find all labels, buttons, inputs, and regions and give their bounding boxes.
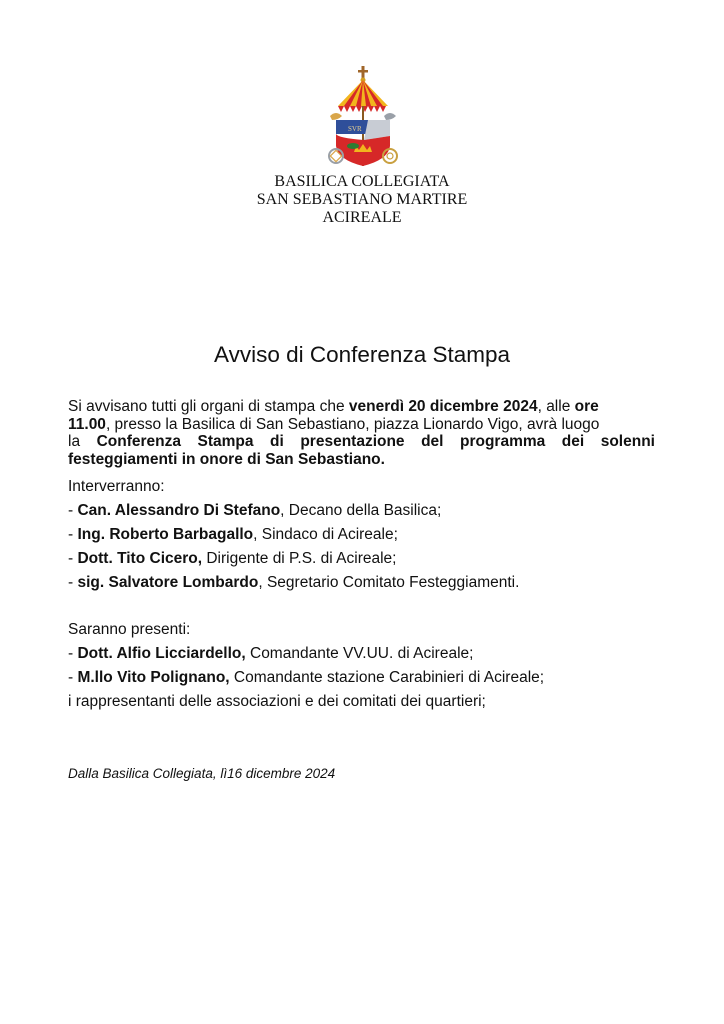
attendee-item: - Dott. Alfio Licciardello, Comandante VV.UU. di Acireale; [68, 645, 474, 662]
intro-paragraph [68, 398, 655, 468]
letterhead-line-city: ACIREALE [322, 209, 402, 226]
event-name-word: solenni [600, 433, 655, 450]
speakers-section [68, 475, 655, 595]
speaker-item: - Dott. Tito Cicero, Dirigente di P.S. di Acireale; [68, 550, 397, 567]
event-name-word: di [270, 433, 284, 450]
attendee-role: Comandante stazione Carabinieri di Acireale; [229, 669, 545, 686]
basilica-crest-icon [328, 66, 398, 170]
attendee-role: Comandante VV.UU. di Acireale; [245, 645, 474, 662]
letterhead-line-institution: BASILICA COLLEGIATA [274, 173, 450, 190]
intro-text: la [68, 433, 81, 450]
event-name-word: Conferenza [96, 433, 181, 450]
document-title: Avviso di Conferenza Stampa [214, 342, 510, 367]
attendee-name: M.llo Vito Polignano, [77, 669, 230, 686]
event-name-word: dei [561, 433, 585, 450]
intro-line-3 [68, 433, 655, 451]
speaker-role: , Segretario Comitato Festeggiamenti. [258, 574, 520, 591]
event-time: 11.00 [68, 415, 106, 433]
event-date: venerdì 20 dicembre 2024 [348, 398, 538, 415]
speakers-heading: Interverranno: [68, 478, 165, 495]
speaker-role: Dirigente di P.S. di Acireale; [202, 550, 397, 567]
attendee-item: - M.llo Vito Polignano, Comandante stazione Carabinieri di Acireale; [68, 669, 545, 686]
intro-text: Si avvisano tutti gli organi di stampa che [68, 398, 349, 415]
speaker-name: Ing. Roberto Barbagallo [77, 526, 254, 543]
event-location: , presso la Basilica di San Sebastiano, piazza Lionardo Vigo, avrà luogo [105, 415, 600, 433]
signoff-date-line: Dalla Basilica Collegiata, lì16 dicembre 2024 [68, 766, 336, 781]
letterhead-line-dedication: SAN SEBASTIANO MARTIRE [256, 191, 468, 208]
speaker-item: - Can. Alessandro Di Stefano, Decano della Basilica; [68, 502, 442, 519]
intro-line-1 [68, 398, 655, 416]
speaker-item: - Ing. Roberto Barbagallo, Sindaco di Acireale; [68, 526, 398, 543]
speaker-name: Can. Alessandro Di Stefano [77, 502, 281, 519]
attendees-section [68, 618, 655, 714]
intro-text: , alle [537, 398, 575, 415]
event-time-label: ore [574, 398, 599, 415]
attendees-closing: i rappresentanti delle associazioni e dei comitati dei quartieri; [68, 693, 486, 710]
event-name-word: programma [460, 433, 546, 450]
attendee-name: Dott. Alfio Licciardello, [77, 645, 246, 662]
speaker-role: , Decano della Basilica; [280, 502, 442, 519]
letterhead [0, 173, 724, 227]
speaker-role: , Sindaco di Acireale; [253, 526, 398, 543]
speaker-name: Dott. Tito Cicero, [77, 550, 203, 567]
intro-line-2 [68, 416, 655, 434]
event-name-end: festeggiamenti in onore di San Sebastiano. [68, 450, 385, 468]
svg-text:SVR: SVR [348, 125, 362, 133]
event-name-word: Stampa [197, 433, 254, 450]
intro-line-4 [68, 451, 655, 469]
event-name-word: del [421, 433, 444, 450]
speaker-item: - sig. Salvatore Lombardo, Segretario Comitato Festeggiamenti. [68, 574, 520, 591]
attendees-heading: Saranno presenti: [68, 621, 191, 638]
speaker-name: sig. Salvatore Lombardo [77, 574, 259, 591]
event-name-word: presentazione [300, 433, 405, 450]
